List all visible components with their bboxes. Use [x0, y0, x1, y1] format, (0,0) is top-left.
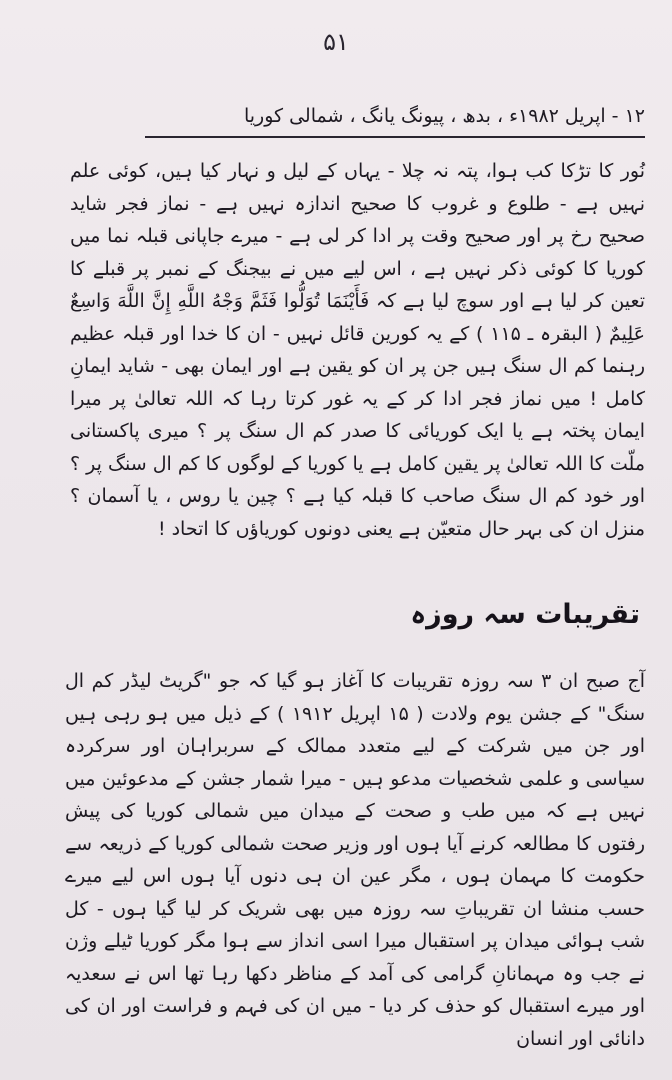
page-number: ۵۱ — [323, 28, 349, 56]
running-header: ۱۲ - اپریل ۱۹۸۲ء ، بدھ ، پیونگ یانگ ، شمالی کوریا — [243, 105, 645, 127]
paragraph-2: آج صبح ان ۳ سہ روزہ تقریبات کا آغاز ہو گیا کہ جو "گریٹ لیڈر کم ال سنگ" کے جشن یوم ولادت ( ۱۵ اپریل ۱۹۱۲ ) کے ذیل میں ہو رہی ہیں اور جن میں شرکت کے لیے متعدد ممالک کے سربراہان اور سرکردہ سیاسی و علمی شخصیات مدعو ہیں - میرا شمار جشن کے مدعوئین میں نہیں ہے کہ میں طب و صحت کے میدان میں شمالی کوریا کی پیش رفتوں کا مطالعہ کرنے آیا ہوں اور وزیر صحت شمالی کوریا کے ذریعہ سے حکومت کا مہمان ہوں ، مگر عین ان ہی دنوں آیا ہوں اس لیے میرے حسب منشا ان تقریباتِ سہ روزہ میں بھی شریک کر لیا گیا ہوں - کل شب ہوائی میدان پر استقبال میرا اسی انداز سے ہوا مگر کوریا ٹیلے وژن نے جب وہ مہمانانِ گرامی کی آمد کے مناظر دکھا رہا تھا اس نے سعدیہ اور میرے استقبال کو حذف کر دیا - میں ان کی فہم و فراست اور ان کی دانائی اور انسان — [65, 670, 645, 1050]
section-heading: تقریبات سہ روزہ — [410, 599, 640, 630]
header-rule — [145, 136, 645, 138]
paragraph-1: نُور کا تڑکا کب ہوا، پتہ نہ چلا - یہاں کے لیل و نہار کیا ہیں، کوئی علم نہیں ہے - طلوع و غروب کا صحیح اندازہ نہیں ہے - نماز فجر شاید صحیح رخ پر اور صحیح وقت پر ادا کر لی ہے - میرے جاپانی قبلہ نما میں کوریا کا کوئی ذکر نہیں ہے ، اس لیے میں نے بیجنگ کے نمبر پر قبلے کا تعین کر لیا ہے اور سوچ لیا ہے کہ فَأَيْنَمَا تُوَلُّوا فَثَمَّ وَجْهُ اللَّهِ إِنَّ اللَّهَ وَاسِعٌ عَلِيمٌ ( البقرہ ـ ۱۱۵ ) کے یہ کورین قائل نہیں - ان کا خدا اور قبلہ عظیم رہنما کم ال سنگ ہیں جن پر ان کو یقین ہے اور ایمان بھی - شاید ایمانِ کامل ! میں نماز فجر ادا کر کے یہ غور کرتا رہا کہ اللہ تعالیٰ پر میرا ایمان پختہ ہے یا ایک کوریائی کا صدر کم ال سنگ پر ؟ میری پاکستانی ملّت کا اللہ تعالیٰ پر یقین کامل ہے یا کوریا کے لوگوں کا کم ال سنگ پر ؟ اور خود کم ال سنگ صاحب کا قبلہ کیا ہے ؟ چین یا روس ، یا آسمان ؟ منزل ان کی بہر حال متعیّن ہے یعنی دونوں کوریاؤں کا اتحاد ! — [70, 160, 646, 540]
